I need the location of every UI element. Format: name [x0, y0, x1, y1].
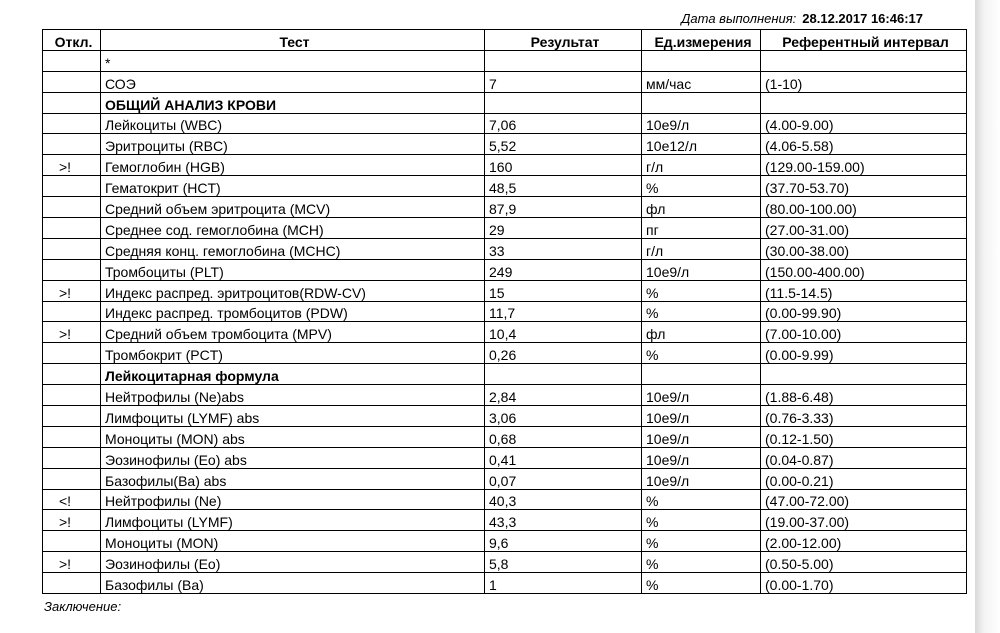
- deviation-flag: [43, 364, 101, 385]
- table-row: [43, 343, 967, 364]
- test-name: Эозинофилы (Eo) abs: [101, 447, 485, 468]
- table-row: [43, 468, 967, 489]
- unit: %: [642, 301, 761, 322]
- unit: 10e9/л: [642, 447, 761, 468]
- table-row: [43, 322, 967, 343]
- table-row: [43, 113, 967, 134]
- table-row: [43, 155, 967, 176]
- unit: %: [642, 552, 761, 573]
- result-value: 0,26: [485, 343, 642, 364]
- result-value: 160: [485, 155, 642, 176]
- deviation-flag: [43, 447, 101, 468]
- deviation-flag: [43, 468, 101, 489]
- reference-interval: (0.00-99.90): [761, 301, 967, 322]
- unit: фл: [642, 322, 761, 343]
- col-header-unit: Ед.измерения: [642, 30, 761, 51]
- deviation-flag: [43, 71, 101, 92]
- table-row: [43, 197, 967, 218]
- result-value: 11,7: [485, 301, 642, 322]
- table-row: [43, 301, 967, 322]
- unit: %: [642, 531, 761, 552]
- col-header-result: Результат: [485, 30, 642, 51]
- reference-interval: (0.00-9.99): [761, 343, 967, 364]
- test-name: Средний объем эритроцита (MCV): [101, 197, 485, 218]
- table-row: [43, 552, 967, 573]
- unit: мм/час: [642, 71, 761, 92]
- reference-interval: (0.00-1.70): [761, 573, 967, 594]
- test-name: Эритроциты (RBC): [101, 134, 485, 155]
- result-value: 43,3: [485, 510, 642, 531]
- table-row: [43, 447, 967, 468]
- reference-interval: (80.00-100.00): [761, 197, 967, 218]
- test-name: Индекс распред. тромбоцитов (PDW): [101, 301, 485, 322]
- result-value: 7,06: [485, 113, 642, 134]
- result-value: 0,07: [485, 468, 642, 489]
- result-value: 48,5: [485, 176, 642, 197]
- test-name: Индекс распред. эритроцитов(RDW-CV): [101, 280, 485, 301]
- result-value: 249: [485, 259, 642, 280]
- unit: [642, 92, 761, 113]
- test-name: *: [101, 50, 485, 71]
- deviation-flag: [43, 134, 101, 155]
- reference-interval: (37.70-53.70): [761, 176, 967, 197]
- deviation-flag: [43, 113, 101, 134]
- test-name: Нейтрофилы (Ne)abs: [101, 385, 485, 406]
- unit: 10e12/л: [642, 134, 761, 155]
- table-row: [43, 573, 967, 594]
- unit: пг: [642, 218, 761, 239]
- unit: фл: [642, 197, 761, 218]
- result-value: 87,9: [485, 197, 642, 218]
- conclusion-label: Заключение:: [44, 599, 122, 614]
- unit: 10e9/л: [642, 426, 761, 447]
- execution-date-label: Дата выполнения:: [681, 11, 797, 26]
- unit: г/л: [642, 238, 761, 259]
- execution-date: [681, 11, 923, 26]
- table-row: [43, 385, 967, 406]
- deviation-flag: [43, 259, 101, 280]
- deviation-flag: <!: [43, 489, 101, 510]
- reference-interval: [761, 92, 967, 113]
- result-value: 0,68: [485, 426, 642, 447]
- deviation-flag: >!: [43, 510, 101, 531]
- test-name: Лимфоциты (LYMF): [101, 510, 485, 531]
- result-value: 40,3: [485, 489, 642, 510]
- table-row: [43, 238, 967, 259]
- results-table: [42, 29, 967, 594]
- table-row: [43, 92, 967, 113]
- result-value: 29: [485, 218, 642, 239]
- reference-interval: (7.00-10.00): [761, 322, 967, 343]
- reference-interval: (4.06-5.58): [761, 134, 967, 155]
- reference-interval: (27.00-31.00): [761, 218, 967, 239]
- deviation-flag: [43, 92, 101, 113]
- unit: 10e9/л: [642, 113, 761, 134]
- result-value: 9,6: [485, 531, 642, 552]
- unit: 10e9/л: [642, 259, 761, 280]
- page-edge-shadow: [975, 0, 1000, 633]
- deviation-flag: [43, 197, 101, 218]
- test-name: Моноциты (MON): [101, 531, 485, 552]
- deviation-flag: [43, 573, 101, 594]
- deviation-flag: [43, 301, 101, 322]
- unit: %: [642, 176, 761, 197]
- deviation-flag: >!: [43, 322, 101, 343]
- deviation-flag: [43, 176, 101, 197]
- table-row: [43, 218, 967, 239]
- execution-date-value: 28.12.2017 16:46:17: [802, 11, 923, 26]
- reference-interval: (150.00-400.00): [761, 259, 967, 280]
- result-value: [485, 50, 642, 71]
- test-name: Лимфоциты (LYMF) abs: [101, 406, 485, 427]
- table-row: [43, 426, 967, 447]
- test-name: Эозинофилы (Eo): [101, 552, 485, 573]
- result-value: 1: [485, 573, 642, 594]
- result-value: [485, 92, 642, 113]
- test-name: Средняя конц. гемоглобина (MCHC): [101, 238, 485, 259]
- result-value: 2,84: [485, 385, 642, 406]
- test-name: Базофилы (Ba): [101, 573, 485, 594]
- unit: %: [642, 510, 761, 531]
- table-row: [43, 510, 967, 531]
- unit: %: [642, 343, 761, 364]
- unit: г/л: [642, 155, 761, 176]
- test-name: Моноциты (MON) abs: [101, 426, 485, 447]
- unit: 10e9/л: [642, 385, 761, 406]
- test-name: Средний объем тромбоцита (MPV): [101, 322, 485, 343]
- reference-interval: [761, 364, 967, 385]
- reference-interval: (0.50-5.00): [761, 552, 967, 573]
- test-name: Базофилы(Ba) abs: [101, 468, 485, 489]
- deviation-flag: [43, 238, 101, 259]
- reference-interval: (30.00-38.00): [761, 238, 967, 259]
- reference-interval: (47.00-72.00): [761, 489, 967, 510]
- result-value: 3,06: [485, 406, 642, 427]
- deviation-flag: >!: [43, 280, 101, 301]
- table-row: [43, 259, 967, 280]
- unit: 10e9/л: [642, 468, 761, 489]
- table-row: [43, 71, 967, 92]
- reference-interval: [761, 50, 967, 71]
- table-row: [43, 50, 967, 71]
- result-value: 5,8: [485, 552, 642, 573]
- deviation-flag: >!: [43, 552, 101, 573]
- unit: %: [642, 280, 761, 301]
- table-row: [43, 280, 967, 301]
- deviation-flag: [43, 385, 101, 406]
- unit: [642, 50, 761, 71]
- unit: %: [642, 573, 761, 594]
- result-value: 5,52: [485, 134, 642, 155]
- col-header-test: Тест: [101, 30, 485, 51]
- deviation-flag: [43, 343, 101, 364]
- deviation-flag: [43, 50, 101, 71]
- test-name: Тромбокрит (PCT): [101, 343, 485, 364]
- table-row: [43, 406, 967, 427]
- table-row: [43, 531, 967, 552]
- table-row: [43, 364, 967, 385]
- deviation-flag: >!: [43, 155, 101, 176]
- unit: [642, 364, 761, 385]
- reference-interval: (0.00-0.21): [761, 468, 967, 489]
- reference-interval: (0.76-3.33): [761, 406, 967, 427]
- unit: 10e9/л: [642, 406, 761, 427]
- result-value: 33: [485, 238, 642, 259]
- reference-interval: (11.5-14.5): [761, 280, 967, 301]
- deviation-flag: [43, 218, 101, 239]
- unit: %: [642, 489, 761, 510]
- result-value: 15: [485, 280, 642, 301]
- test-name: Гемоглобин (HGB): [101, 155, 485, 176]
- col-header-deviation: Откл.: [43, 30, 101, 51]
- test-name: Среднее сод. гемоглобина (MCH): [101, 218, 485, 239]
- test-name: Тромбоциты (PLT): [101, 259, 485, 280]
- reference-interval: (1-10): [761, 71, 967, 92]
- results-body: [43, 50, 967, 593]
- col-header-reference: Референтный интервал: [761, 30, 967, 51]
- deviation-flag: [43, 406, 101, 427]
- table-row: [43, 489, 967, 510]
- test-name: Нейтрофилы (Ne): [101, 489, 485, 510]
- result-value: 0,41: [485, 447, 642, 468]
- reference-interval: (0.12-1.50): [761, 426, 967, 447]
- table-row: [43, 176, 967, 197]
- test-name: Лейкоциты (WBC): [101, 113, 485, 134]
- reference-interval: (0.04-0.87): [761, 447, 967, 468]
- table-row: [43, 134, 967, 155]
- deviation-flag: [43, 531, 101, 552]
- result-value: 7: [485, 71, 642, 92]
- reference-interval: (129.00-159.00): [761, 155, 967, 176]
- test-name: СОЭ: [101, 71, 485, 92]
- result-value: 10,4: [485, 322, 642, 343]
- deviation-flag: [43, 426, 101, 447]
- header-row: [43, 30, 967, 51]
- reference-interval: (1.88-6.48): [761, 385, 967, 406]
- test-name: Гематокрит (HCT): [101, 176, 485, 197]
- reference-interval: (2.00-12.00): [761, 531, 967, 552]
- reference-interval: (4.00-9.00): [761, 113, 967, 134]
- reference-interval: (19.00-37.00): [761, 510, 967, 531]
- test-name: Лейкоцитарная формула: [101, 364, 485, 385]
- test-name: ОБЩИЙ АНАЛИЗ КРОВИ: [101, 92, 485, 113]
- result-value: [485, 364, 642, 385]
